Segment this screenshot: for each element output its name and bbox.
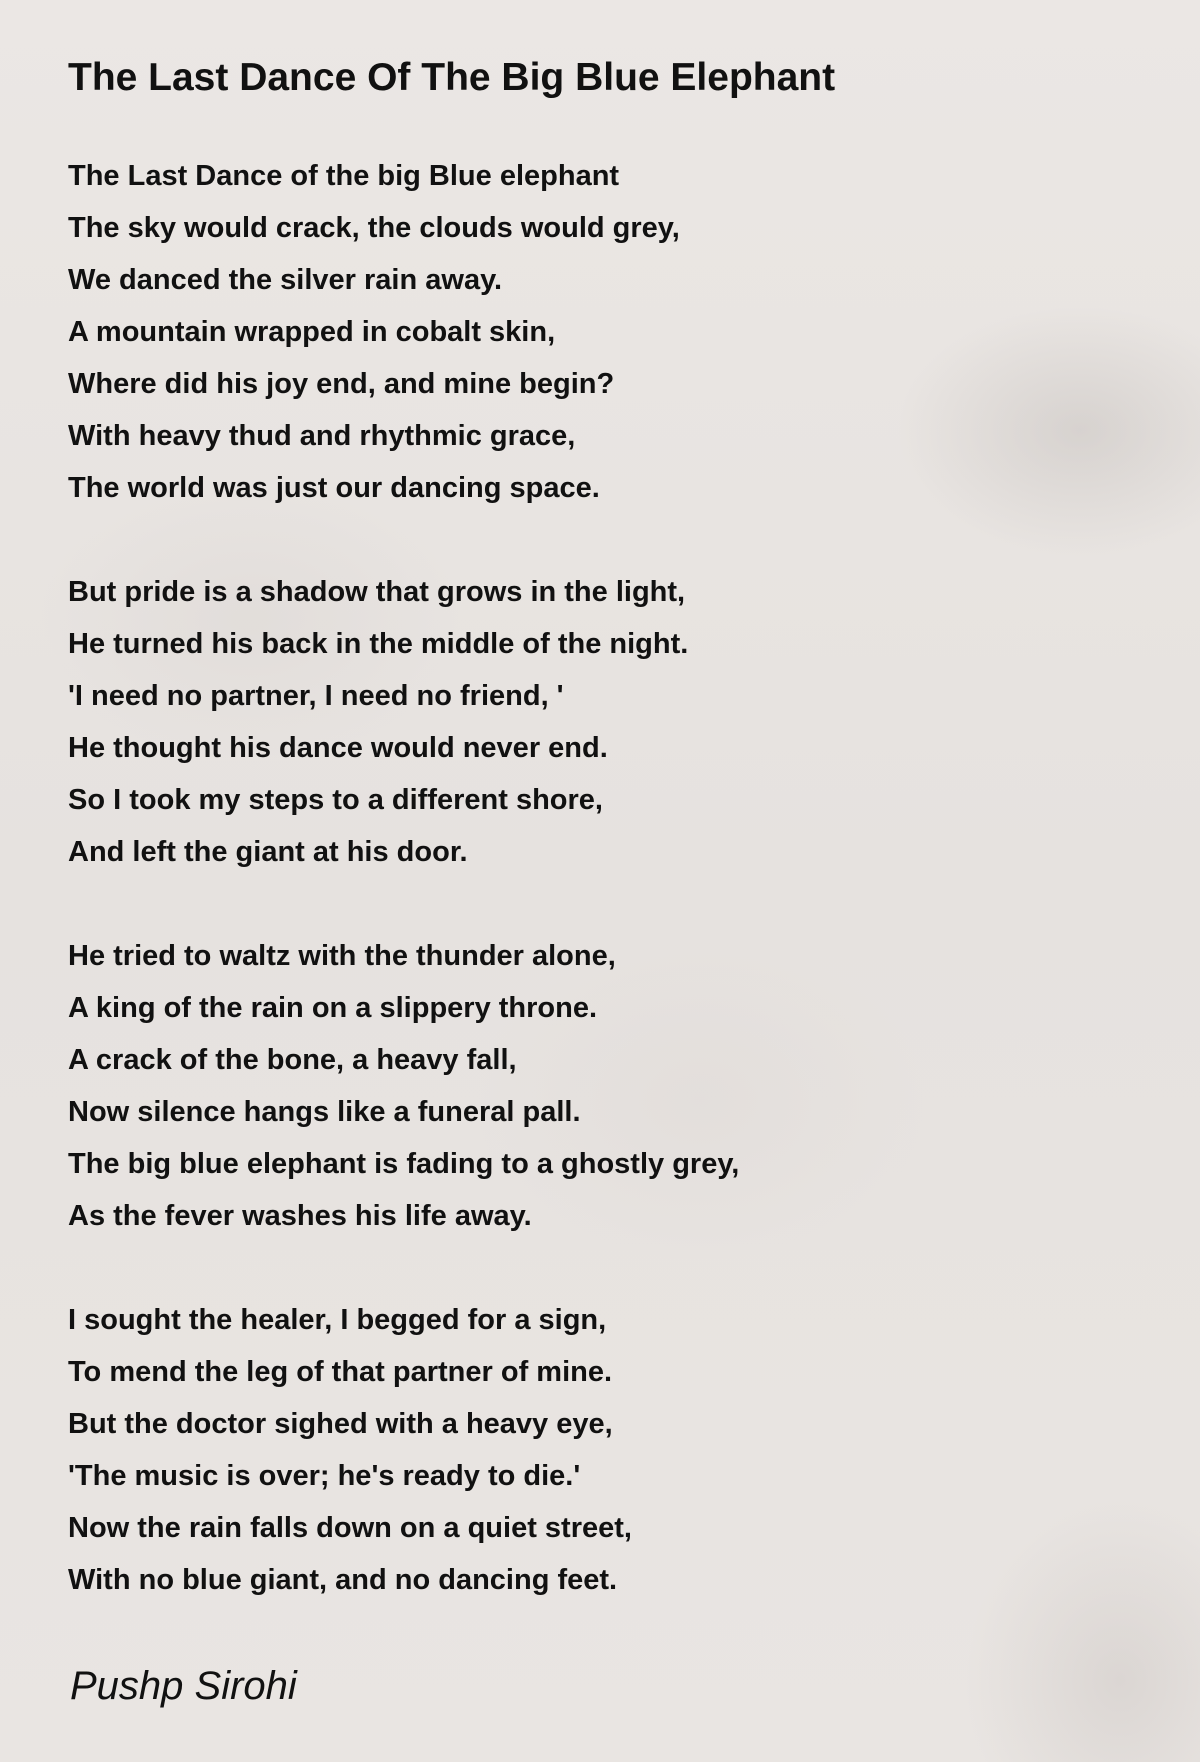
poem-line: And left the giant at his door. — [68, 836, 468, 868]
poem-line: 'The music is over; he's ready to die.' — [68, 1460, 581, 1492]
poem-line: He turned his back in the middle of the night. — [68, 628, 689, 660]
poem-line: The sky would crack, the clouds would grey, — [68, 212, 680, 244]
poem-line: Where did his joy end, and mine begin? — [68, 368, 615, 400]
stanza-1 — [68, 150, 739, 514]
poem-line: But pride is a shadow that grows in the light, — [68, 576, 686, 608]
poem-line: The big blue elephant is fading to a ghostly grey, — [68, 1148, 740, 1180]
poem-line: A crack of the bone, a heavy fall, — [68, 1044, 517, 1076]
poem-line: But the doctor sighed with a heavy eye, — [68, 1408, 613, 1440]
poem-line: The world was just our dancing space. — [68, 472, 600, 504]
poem-title: The Last Dance Of The Big Blue Elephant — [68, 56, 836, 99]
poem-line: Now the rain falls down on a quiet street, — [68, 1512, 632, 1544]
poem-line: The Last Dance of the big Blue elephant — [68, 160, 620, 192]
poem-line: With no blue giant, and no dancing feet. — [68, 1564, 618, 1596]
poem-body — [68, 150, 739, 1658]
poem-line: A mountain wrapped in cobalt skin, — [68, 316, 556, 348]
poem-line: I sought the healer, I begged for a sign, — [68, 1304, 607, 1336]
poem-line: He thought his dance would never end. — [68, 732, 608, 764]
poem-line: We danced the silver rain away. — [68, 264, 503, 296]
stanza-2 — [68, 566, 739, 878]
poem-line: So I took my steps to a different shore, — [68, 784, 603, 816]
poem-line: Now silence hangs like a funeral pall. — [68, 1096, 581, 1128]
poem-line: A king of the rain on a slippery throne. — [68, 992, 598, 1024]
poem-author: Pushp Sirohi — [70, 1664, 297, 1708]
poem-line: As the fever washes his life away. — [68, 1200, 532, 1232]
poem-line: With heavy thud and rhythmic grace, — [68, 420, 576, 452]
poem-line: To mend the leg of that partner of mine. — [68, 1356, 613, 1388]
stanza-3 — [68, 930, 739, 1242]
stanza-4 — [68, 1294, 739, 1606]
poem-line: He tried to waltz with the thunder alone, — [68, 940, 616, 972]
poem-line: 'I need no partner, I need no friend, ' — [68, 680, 564, 712]
